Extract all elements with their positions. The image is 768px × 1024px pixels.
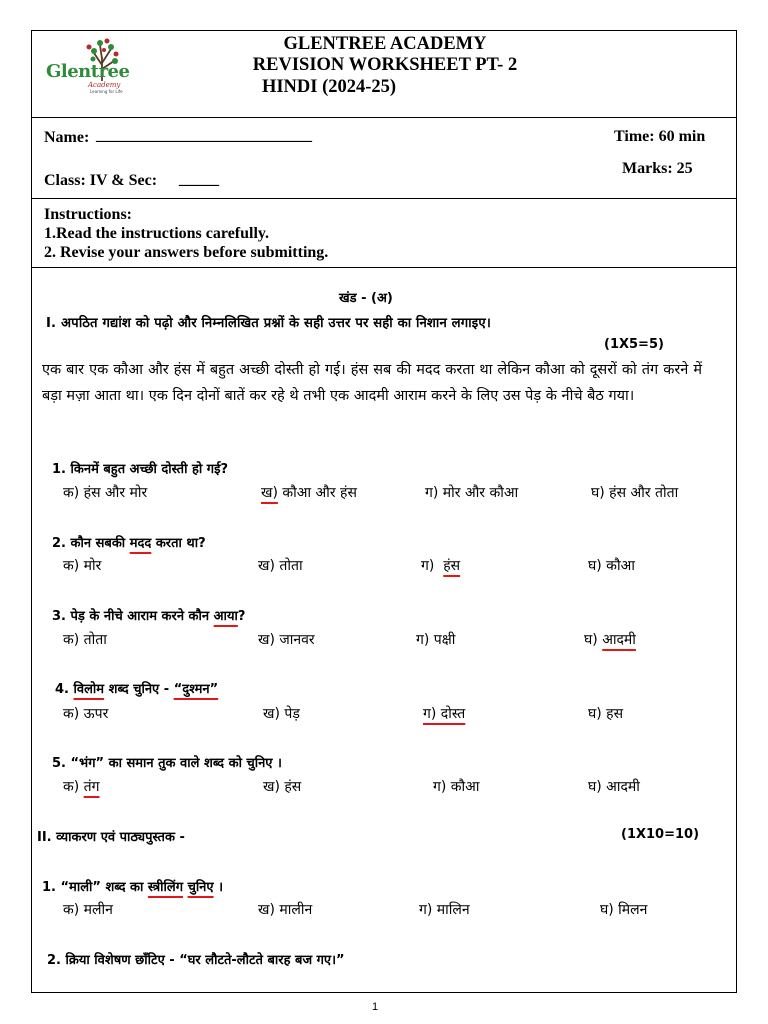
question-1: 1. किनमें बहुत अच्छी दोस्ती हो गई? [52,462,229,477]
section-b-question-1: 1. “माली” शब्द का स्त्रीलिंग चुनिए । [42,880,224,895]
question-2: 2. कौन सबकी मदद करता था? [52,536,206,551]
name-field[interactable]: ___________________________ [96,127,312,144]
logo-subtext: Academy [88,81,121,89]
marks-info: Marks: 25 [622,160,693,177]
q5-option-c[interactable]: ग) कौआ [433,779,480,795]
q4-option-b[interactable]: ख) पेड़ [263,706,300,722]
q1-option-c[interactable]: ग) मोर और कौआ [425,485,519,501]
section-b-marks: (1X10=10) [621,827,700,842]
q1-option-d[interactable]: घ) हंस और तोता [591,485,679,501]
divider [32,117,736,118]
q5-option-b[interactable]: ख) हंस [263,779,302,795]
passage: एक बार एक कौआ और हंस में बहुत अच्छी दोस्ती हो गई। हंस सब की मदद करता था लेकिन कौआ को दूसरों को तंग करने में बड़ा मज़ा आता था। एक दिन दोनों बातें कर रहे थे तभी एक आदमी आराम करने के लिए उस पेड़ के नीचे बैठ गया। [42,362,702,404]
divider [32,198,736,199]
school-name: GLENTREE ACADEMY [283,34,487,54]
q4-option-c[interactable]: ग) दोस्त [423,706,466,722]
question-3: 3. पेड़ के नीचे आराम करने कौन आया? [52,609,246,624]
instruction-1: 1.Read the instructions carefully. [44,225,270,242]
section-b-question-2: 2. क्रिया विशेषण छाँटिए - “घर लौटते-लौटते बारह बज गए।” [47,953,345,968]
logo-wordmark: Glentree [46,61,130,82]
q3-option-c[interactable]: ग) पक्षी [416,632,456,648]
instruction-2: 2. Revise your answers before submitting. [44,244,329,261]
q2-option-a[interactable]: क) मोर [63,558,102,574]
comprehension-heading: I. अपठित गद्यांश को पढ़ो और निम्नलिखित प्रश्नों के सही उत्तर पर सही का निशान लगाइए। [46,316,491,331]
worksheet-title: REVISION WORKSHEET PT- 2 [252,55,518,75]
page-number: 1 [372,1001,379,1013]
q3-option-d[interactable]: घ) आदमी [584,632,636,648]
b1-option-a[interactable]: क) मलीन [63,902,113,918]
q5-option-d[interactable]: घ) आदमी [588,779,640,795]
logo-tagline: Learning for Life [90,89,123,94]
b1-option-d[interactable]: घ) मिलन [600,902,648,918]
b1-option-c[interactable]: ग) मालिन [419,902,470,918]
worksheet-frame [31,30,737,993]
q4-option-a[interactable]: क) ऊपर [63,706,109,722]
q2-option-d[interactable]: घ) कौआ [588,558,635,574]
q5-option-a[interactable]: क) तंग [63,779,100,795]
q3-option-b[interactable]: ख) जानवर [258,632,315,648]
q4-option-d[interactable]: घ) हस [588,706,624,722]
q2-option-c[interactable]: ग) हंस [421,558,461,574]
b1-option-b[interactable]: ख) मालीन [258,902,313,918]
q2-option-b[interactable]: ख) तोता [258,558,303,574]
instructions-title: Instructions: [44,206,133,223]
question-5: 5. “भंग” का समान तुक वाले शब्द को चुनिए । [52,756,282,771]
name-label: Name: [44,129,90,146]
q3-option-a[interactable]: क) तोता [63,632,107,648]
divider [32,267,736,268]
subject-title: HINDI (2024-25) [261,77,397,97]
class-label: Class: IV & Sec: [44,172,158,189]
q1-option-a[interactable]: क) हंस और मोर [63,485,148,501]
section-title: खंड - (अ) [339,291,393,306]
time-info: Time: 60 min [614,128,706,145]
section-a-marks: (1X5=5) [604,337,664,352]
section-field[interactable]: _____ [179,171,219,188]
question-4: 4. विलोम शब्द चुनिए - “दुश्मन” [55,682,219,697]
q1-option-b[interactable]: ख) कौआ और हंस [261,485,357,501]
section-b-title: II. व्याकरण एवं पाठ्यपुस्तक - [37,830,185,845]
